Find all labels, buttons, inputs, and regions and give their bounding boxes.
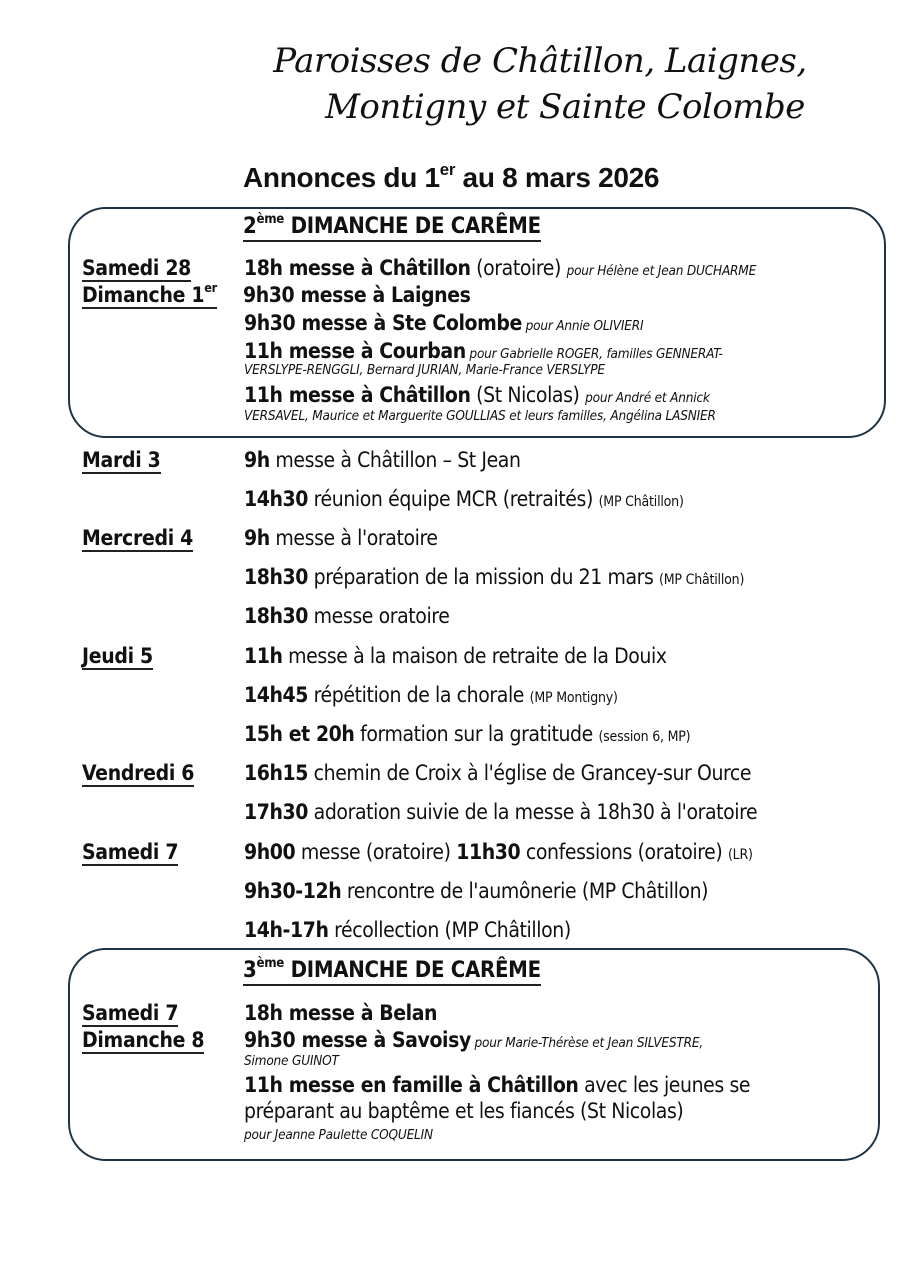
event-line xyxy=(244,761,751,785)
event-text: chemin de Croix à l'église de Grancey-sur Ource xyxy=(308,761,752,785)
day-label: Samedi 7 xyxy=(82,840,179,864)
event-line xyxy=(244,1001,437,1025)
day-label: Dimanche 8 xyxy=(82,1028,205,1052)
event-line xyxy=(244,256,756,280)
event-line xyxy=(244,879,708,903)
sunday-1-label: DIMANCHE DE CARÊME xyxy=(284,214,541,239)
event-line xyxy=(244,722,690,746)
event-text: récollection (MP Châtillon) xyxy=(328,918,571,942)
sunday-1-sup: ème xyxy=(256,211,285,227)
event-text: préparation de la mission du 21 mars xyxy=(308,565,660,589)
event-text: répétition de la chorale xyxy=(308,683,530,707)
day-label: Samedi 28 xyxy=(82,256,192,280)
event-time-2: 11h30 xyxy=(456,840,521,864)
event-time: 15h et 20h xyxy=(244,722,355,746)
day-label: Samedi 7 xyxy=(82,1001,179,1025)
sunday-2-num: 3 xyxy=(243,958,257,983)
day-label xyxy=(82,280,217,309)
event-time: 16h15 xyxy=(244,761,309,785)
event-main: 9h30 messe à Ste Colombe xyxy=(244,311,522,335)
event-intention-cont: Simone GUINOT xyxy=(244,1053,339,1069)
day-label: Mercredi 4 xyxy=(82,526,193,550)
event-line xyxy=(244,683,618,707)
sunday-2-label: DIMANCHE DE CARÊME xyxy=(284,958,541,983)
event-main: 9h30 messe à Laignes xyxy=(243,283,471,307)
event-extra: (St Nicolas) xyxy=(470,383,586,407)
event-text: messe à l'oratoire xyxy=(269,526,438,550)
title-line-2: Montigny et Sainte Colombe xyxy=(325,87,805,127)
event-main: 11h messe à Châtillon xyxy=(244,383,471,407)
day-label: Mardi 3 xyxy=(82,448,161,472)
sunday-2-heading xyxy=(243,955,541,986)
day-label: Vendredi 6 xyxy=(82,761,195,785)
event-line xyxy=(244,311,643,335)
event-main: 11h messe en famille à Châtillon xyxy=(244,1073,579,1097)
event-line xyxy=(244,918,571,942)
event-time: 18h30 xyxy=(244,604,309,628)
title-line-1: Paroisses de Châtillon, Laignes, xyxy=(273,41,807,81)
event-line xyxy=(244,800,757,824)
event-time: 9h00 xyxy=(244,840,296,864)
event-intention-cont: VERSLYPE-RENGGLI, Bernard JURIAN, Marie-France VERSLYPE xyxy=(244,362,605,378)
event-main: 11h messe à Courban xyxy=(244,339,466,363)
event-extra: (oratoire) xyxy=(470,256,567,280)
sunday-1-num: 2 xyxy=(243,214,257,239)
event-line xyxy=(244,565,744,589)
event-intention-cont: pour Jeanne Paulette COQUELIN xyxy=(244,1127,433,1143)
event-main: 18h messe à Belan xyxy=(244,1001,438,1025)
event-text: messe oratoire xyxy=(308,604,450,628)
event-text: réunion équipe MCR (retraités) xyxy=(308,487,599,511)
event-text: rencontre de l'aumônerie (MP Châtillon) xyxy=(341,879,709,903)
event-time: 18h30 xyxy=(244,565,309,589)
event-text: formation sur la gratitude xyxy=(354,722,599,746)
event-intention-cont: VERSAVEL, Maurice et Marguerite GOULLIAS et leurs familles, Angélina LASNIER xyxy=(244,408,716,424)
day-label: Jeudi 5 xyxy=(82,644,153,668)
event-note: (MP Châtillon) xyxy=(598,494,684,510)
event-main: 18h messe à Châtillon xyxy=(244,256,471,280)
event-intention: pour Gabrielle ROGER, familles GENNERAT- xyxy=(465,346,723,362)
event-text: messe à Châtillon – St Jean xyxy=(269,448,521,472)
event-time: 17h30 xyxy=(244,800,309,824)
day-label-sup: er xyxy=(204,280,217,295)
sunday-2-sup: ème xyxy=(256,955,285,971)
announce-heading xyxy=(243,159,660,194)
event-line xyxy=(244,840,753,864)
event-line xyxy=(244,644,667,668)
event-intention: pour Marie-Thérèse et Jean SILVESTRE, xyxy=(470,1035,703,1051)
event-note: (MP Châtillon) xyxy=(659,572,745,588)
event-time: 9h30-12h xyxy=(244,879,342,903)
event-intention: pour Hélène et Jean DUCHARME xyxy=(566,263,757,279)
event-time: 14h30 xyxy=(244,487,309,511)
event-time: 9h xyxy=(244,526,270,550)
event-line xyxy=(244,448,521,472)
sunday-1-heading xyxy=(243,211,541,242)
event-line xyxy=(244,526,438,550)
event-note: (LR) xyxy=(727,847,753,863)
event-text: messe à la maison de retraite de la Douix xyxy=(282,644,667,668)
event-intention: pour Annie OLIVIERI xyxy=(521,318,644,334)
event-text: messe (oratoire) xyxy=(295,840,457,864)
event-time: 11h xyxy=(244,644,283,668)
event-intention: pour André et Annick xyxy=(585,390,710,406)
event-time: 9h xyxy=(244,448,270,472)
announce-sup: er xyxy=(439,159,456,179)
event-time: 14h-17h xyxy=(244,918,329,942)
event-note: (MP Montigny) xyxy=(529,690,618,706)
event-note: (session 6, MP) xyxy=(598,729,691,745)
event-line xyxy=(243,283,470,307)
announce-prefix: Annonces du 1 xyxy=(243,162,440,193)
event-extra: avec les jeunes se xyxy=(578,1073,751,1097)
event-text-2: confessions (oratoire) xyxy=(520,840,728,864)
announce-suffix: au 8 mars 2026 xyxy=(455,162,660,193)
event-time: 14h45 xyxy=(244,683,309,707)
event-main: 9h30 messe à Savoisy xyxy=(244,1028,471,1052)
event-line xyxy=(244,487,684,511)
event-line xyxy=(244,339,723,363)
event-text: adoration suivie de la messe à 18h30 à l'oratoire xyxy=(308,800,758,824)
day-label-text: Dimanche 1 xyxy=(82,283,205,307)
event-line xyxy=(244,604,449,628)
event-line-cont: préparant au baptême et les fiancés (St Nicolas) xyxy=(244,1099,684,1123)
event-line xyxy=(244,1073,750,1097)
event-line xyxy=(244,383,710,407)
event-line xyxy=(244,1028,703,1052)
